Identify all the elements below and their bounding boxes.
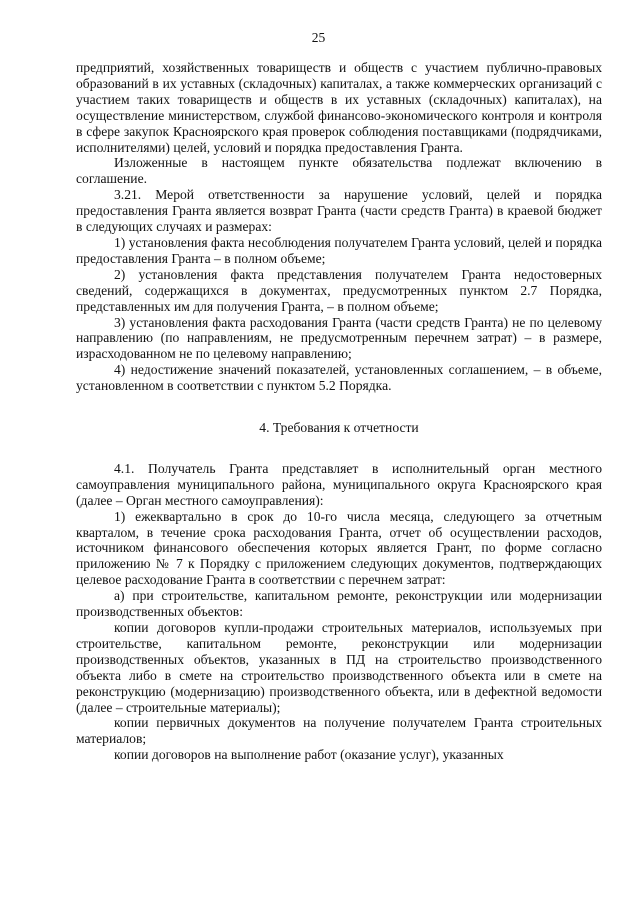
page-number: 25 (311, 30, 326, 45)
paragraph-4-1: 4.1. Получатель Гранта представляет в исполнительный орган местного самоуправления муниципального района, муниципального округа Красноярского края (далее – Орган местного самоуправления): (76, 460, 602, 508)
paragraph-obligations: Изложенные в настоящем пункте обязательства подлежат включению в соглашение. (76, 155, 602, 187)
list-item-2: 2) установления факта представления получателем Гранта недостоверных сведений, содержащихся в документах, предусмотренных пунктом 2.7 Порядка, представленных им для получения Гранта, – в полном объеме; (76, 266, 602, 314)
paragraph-contracts-materials: копии договоров купли-продажи строительных материалов, используемых при строительстве, капитальном ремонте, реконструкции или модернизации производственных объектов, указанных в ПД на строительство производственного объекта либо в смете на строительство производственного объекта или в смете на реконструкцию (модернизацию) производственного объекта, или в дефектной ведомости (далее – строительные материалы); (76, 620, 602, 715)
list-item-4: 4) недостижение значений показателей, установленных соглашением, – в объеме, установленном в соответствии с пунктом 5.2 Порядка. (76, 362, 602, 394)
document-body (76, 60, 602, 763)
paragraph-primary-documents: копии первичных документов на получение получателем Гранта строительных материалов; (76, 715, 602, 747)
paragraph-3-21: 3.21. Мерой ответственности за нарушение условий, целей и порядка предоставления Гранта является возврат Гранта (части средств Гранта) в краевой бюджет в следующих случаях и размерах: (76, 187, 602, 235)
list-item-1: 1) установления факта несоблюдения получателем Гранта условий, целей и порядка предоставления Гранта – в полном объеме; (76, 234, 602, 266)
paragraph-a: а) при строительстве, капитальном ремонте, реконструкции или модернизации производственных объектов: (76, 588, 602, 620)
paragraph-continuation: предприятий, хозяйственных товариществ и обществ с участием публично-правовых образований в их уставных (складочных) капиталах, а также коммерческих организаций с участием таких товариществ и обществ в их уставных (складочных) капиталах), на осуществление министерством, службой финансово-экономического контроля и контроля в сфере закупок Красноярского края проверок соблюдения поставщиками (подрядчиками, исполнителями) целей, условий и порядка предоставления Гранта. (76, 60, 602, 155)
section-heading: 4. Требования к отчетности (259, 420, 419, 436)
paragraph-4-1-1: 1) ежеквартально в срок до 10-го числа месяца, следующего за отчетным кварталом, в течение срока расходования Гранта, отчет об осуществлении расходов, источником финансового обеспечения которых является Грант, по форме согласно приложению № 7 к Порядку с приложением следующих документов, подтверждающих целевое расходование Гранта в соответствии с перечнем затрат: (76, 508, 602, 588)
list-item-3: 3) установления факта расходования Гранта (части средств Гранта) не по целевому направлению (по направлениям, не предусмотренным перечнем затрат) – в размере, израсходованном не по целевому направлению; (76, 314, 602, 362)
paragraph-contracts-works: копии договоров на выполнение работ (оказание услуг), указанных (114, 747, 504, 763)
